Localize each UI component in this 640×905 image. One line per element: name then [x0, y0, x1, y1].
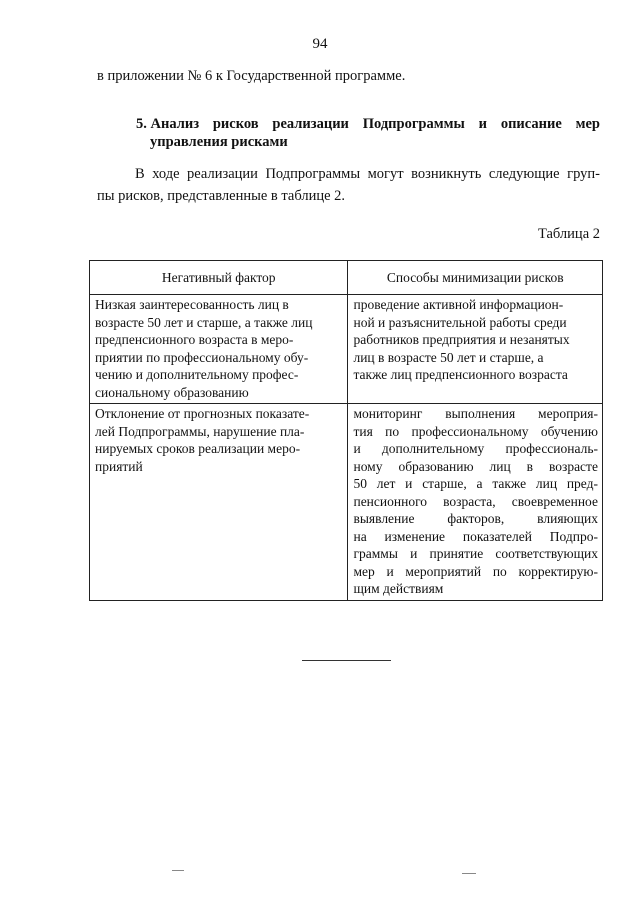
word: и [410, 546, 418, 561]
word: и [386, 563, 394, 579]
word: профессиональному [411, 423, 529, 439]
word: профессиональ- [505, 441, 598, 456]
word: и [478, 116, 487, 132]
word: мониторинг [353, 406, 423, 421]
word: тия [353, 423, 373, 439]
word: соответствующих [495, 546, 598, 561]
intro-line: пы рисков, представленные в таблице 2. [97, 188, 346, 204]
word: в [526, 458, 533, 474]
mitigation-cell [348, 404, 603, 601]
table-header-row [90, 261, 603, 295]
word: влияющих [537, 511, 598, 526]
table-caption: Таблица 2 [537, 226, 600, 242]
cell-line: возрасте 50 лет и старше, а также лиц [95, 314, 313, 330]
word: ходе [152, 166, 180, 182]
scan-mark [172, 870, 184, 871]
word: лиц [489, 458, 511, 474]
cell-line: Отклонение от прогнозных показате- [95, 406, 310, 421]
word: Подпро- [549, 528, 598, 544]
cell-line: щим действиям [353, 581, 444, 596]
cell-line: сиональному образованию [95, 384, 249, 400]
word: пред- [566, 476, 598, 491]
cell-line: приятий [95, 458, 143, 474]
cell-line: предпенсионного возраста в меро- [95, 332, 294, 347]
word: 50 [353, 476, 367, 491]
word: следующие [488, 166, 560, 182]
word: своевременное [511, 493, 598, 509]
word: изменение [384, 528, 446, 544]
factor-cell [90, 404, 348, 601]
continuation-paragraph: в приложении № 6 к Государственной программе. [97, 68, 406, 84]
word: реализации [187, 166, 258, 182]
word: В [135, 166, 145, 182]
word: и [405, 476, 413, 491]
cell-line [353, 458, 598, 476]
scan-mark [462, 873, 476, 874]
word: лиц [535, 476, 558, 491]
word: рисков [212, 116, 259, 132]
word: Подпрограммы [265, 166, 361, 182]
word: а [476, 476, 483, 491]
cell-line [353, 528, 598, 546]
word: возраста, [443, 493, 496, 509]
page-number: 94 [312, 36, 328, 52]
cell-line: ной и разъяснительной работы среди [353, 314, 567, 330]
word: дополнительному [381, 441, 485, 456]
cell-line: лей Подпрограммы, нарушение пла- [95, 423, 305, 439]
word: факторов, [447, 511, 505, 526]
cell-line: также лиц предпенсионного возраста [353, 367, 568, 382]
header-mitigation-methods: Способы минимизации рисков [348, 261, 603, 295]
cell-line [353, 563, 598, 581]
word: старше, [422, 476, 467, 491]
header-negative-factor: Негативный фактор [90, 261, 348, 295]
mitigation-cell [348, 295, 603, 404]
cell-line: нируемых сроков реализации меро- [95, 441, 301, 456]
end-rule [302, 660, 391, 661]
cell-line: работников предприятия и незанятых [353, 332, 570, 347]
factor-cell [90, 295, 348, 404]
cell-line: чению и дополнительному профес- [95, 367, 299, 382]
intro-paragraph [97, 163, 600, 207]
cell-line [353, 493, 598, 511]
word: корректирую- [518, 563, 598, 579]
cell-line [353, 440, 598, 458]
cell-line [353, 545, 598, 563]
word: также [492, 476, 527, 491]
word: ному [353, 458, 383, 474]
word: мероприятий [405, 563, 482, 579]
word: показателей [462, 528, 532, 544]
cell-line [353, 475, 598, 493]
word: по [385, 423, 400, 439]
word: мер [353, 563, 375, 579]
word: лет [376, 476, 396, 491]
word: и [353, 441, 361, 456]
cell-line [353, 423, 598, 441]
cell-line: приятии по профессиональному обу- [95, 349, 309, 365]
word: груп- [567, 166, 600, 182]
section-heading [136, 115, 600, 151]
intro-line [97, 163, 600, 185]
word: реализации [272, 116, 349, 132]
word: граммы [353, 546, 398, 561]
word: выявление [353, 511, 415, 526]
word: описание [500, 116, 562, 132]
risk-table [89, 260, 603, 601]
cell-line: проведение активной информацион- [353, 297, 564, 312]
word: могут [367, 166, 404, 182]
word: возрасте [548, 458, 598, 474]
word: по [492, 563, 507, 579]
cell-line [353, 405, 598, 423]
word: возникнуть [411, 166, 482, 182]
word: принятие [429, 546, 484, 561]
word: Подпрограммы [362, 116, 465, 132]
cell-line: лиц в возрасте 50 лет и старше, а [353, 349, 544, 365]
section-heading-line: управления рисками [150, 134, 288, 150]
word: образованию [398, 458, 474, 474]
table-row [90, 295, 603, 404]
word: пенсионного [353, 493, 428, 509]
word: выполнения [445, 406, 516, 421]
cell-line [353, 510, 598, 528]
word: на [353, 528, 367, 544]
cell-line: Низкая заинтересованность лиц в [95, 297, 289, 312]
word: мер [575, 116, 600, 132]
word: мероприя- [538, 406, 598, 421]
word: 5. Анализ [136, 116, 200, 132]
word: обучению [540, 423, 598, 439]
section-heading-line [136, 115, 600, 133]
table-row [90, 404, 603, 601]
